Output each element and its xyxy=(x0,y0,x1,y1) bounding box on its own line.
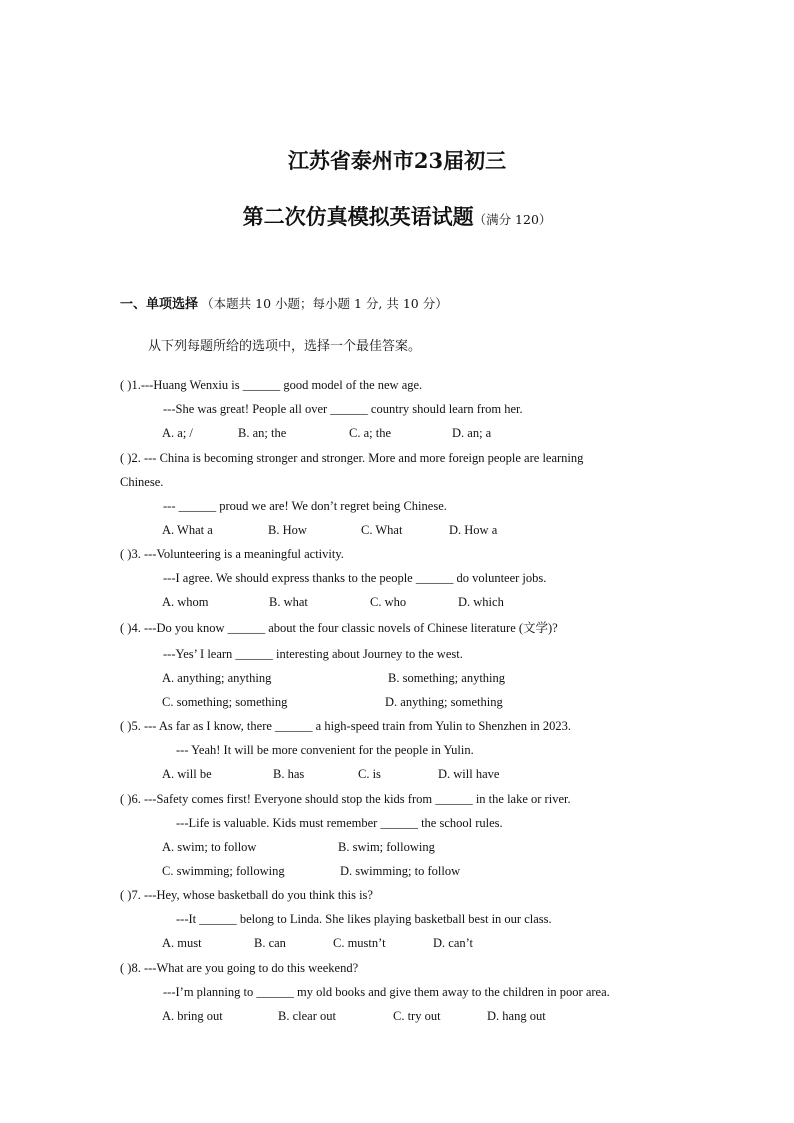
option-b: B. How xyxy=(268,523,307,537)
option-c: C. What xyxy=(361,523,403,537)
answer-paren: ( ) xyxy=(120,378,132,392)
option-a: A. bring out xyxy=(162,1009,223,1023)
section-heading xyxy=(120,296,448,313)
question-stem: 8. ---What are you going to do this weekend? xyxy=(131,961,359,975)
option-c: C. a; the xyxy=(349,426,392,440)
question-stem: 3. ---Volunteering is a meaningful activity. xyxy=(131,547,344,561)
option-b: B. swim; following xyxy=(338,840,435,854)
option-a: A. a; / xyxy=(162,426,193,440)
option-d: D. will have xyxy=(438,767,500,781)
option-d: D. can’t xyxy=(433,936,474,950)
question-wrap: Chinese. xyxy=(120,475,164,489)
question-line: ---She was great! People all over ______ country should learn from her. xyxy=(163,402,523,416)
question-stem: 4. ---Do you know ______ about the four classic novels of Chinese literature (文学)? xyxy=(131,621,558,635)
option-d: D. anything; something xyxy=(385,695,503,709)
question-7 xyxy=(120,887,373,903)
option-c: C. try out xyxy=(393,1009,441,1023)
option-b: B. has xyxy=(273,767,305,781)
option-b: B. what xyxy=(269,595,308,609)
question-line: ---Yes’ I learn ______ interesting about Journey to the west. xyxy=(163,647,463,661)
option-a: A. whom xyxy=(162,595,209,609)
section-note: （本题共 10 小题；每小题 1 分, 共 10 分） xyxy=(201,296,448,311)
question-line: ---It ______ belong to Linda. She likes playing basketball best in our class. xyxy=(176,912,552,926)
option-d: D. How a xyxy=(449,523,498,537)
question-stem: 6. ---Safety comes first! Everyone should stop the kids from ______ in the lake or river. xyxy=(131,792,571,806)
answer-paren: ( ) xyxy=(120,451,132,465)
question-5 xyxy=(120,718,571,734)
answer-paren: ( ) xyxy=(120,961,132,975)
option-b: B. can xyxy=(254,936,286,950)
question-8 xyxy=(120,960,358,976)
question-line: ---I’m planning to ______ my old books and give them away to the children in poor area. xyxy=(163,985,610,999)
exam-title-line2 xyxy=(0,204,794,233)
question-4 xyxy=(120,620,558,636)
option-b: B. something; anything xyxy=(388,671,506,685)
option-b: B. clear out xyxy=(278,1009,336,1023)
option-a: A. must xyxy=(162,936,202,950)
option-d: D. hang out xyxy=(487,1009,546,1023)
option-c: C. who xyxy=(370,595,407,609)
question-line: --- Yeah! It will be more convenient for the people in Yulin. xyxy=(176,743,474,757)
option-a: A. swim; to follow xyxy=(162,840,257,854)
option-d: D. swimming; to follow xyxy=(340,864,461,878)
option-c: C. swimming; following xyxy=(162,864,285,878)
question-stem: 7. ---Hey, whose basketball do you think this is? xyxy=(131,888,373,902)
exam-title-main: 第二次仿真模拟英语试题 xyxy=(242,204,474,229)
answer-paren: ( ) xyxy=(120,547,132,561)
question-line: --- ______ proud we are! We don’t regret being Chinese. xyxy=(163,499,447,513)
answer-paren: ( ) xyxy=(120,719,132,733)
question-stem: 5. --- As far as I know, there ______ a high-speed train from Yulin to Shenzhen in 2023. xyxy=(131,719,572,733)
option-c: C. mustn’t xyxy=(333,936,386,950)
section-instruction: 从下列每题所给的选项中，选择一个最佳答案。 xyxy=(148,339,422,354)
answer-paren: ( ) xyxy=(120,888,132,902)
exam-title-line1: 江苏省泰州市23届初三 xyxy=(287,148,507,173)
question-stem: 1.---Huang Wenxiu is ______ good model of the new age. xyxy=(131,378,423,392)
question-6 xyxy=(120,791,571,807)
question-stem: 2. --- China is becoming stronger and stronger. More and more foreign people are learning xyxy=(131,451,584,465)
section-title: 一、单项选择 xyxy=(120,297,199,312)
answer-paren: ( ) xyxy=(120,792,132,806)
option-c: C. is xyxy=(358,767,381,781)
question-line: ---Life is valuable. Kids must remember ______ the school rules. xyxy=(176,816,503,830)
option-a: A. will be xyxy=(162,767,212,781)
option-b: B. an; the xyxy=(238,426,287,440)
option-d: D. which xyxy=(458,595,504,609)
question-3 xyxy=(120,546,344,562)
option-c: C. something; something xyxy=(162,695,288,709)
option-d: D. an; a xyxy=(452,426,492,440)
option-a: A. What a xyxy=(162,523,213,537)
option-a: A. anything; anything xyxy=(162,671,272,685)
question-2 xyxy=(120,450,583,466)
answer-paren: ( ) xyxy=(120,621,132,635)
question-1 xyxy=(120,377,422,393)
question-line: ---I agree. We should express thanks to the people ______ do volunteer jobs. xyxy=(163,571,547,585)
full-score: （满分 120） xyxy=(473,212,552,227)
